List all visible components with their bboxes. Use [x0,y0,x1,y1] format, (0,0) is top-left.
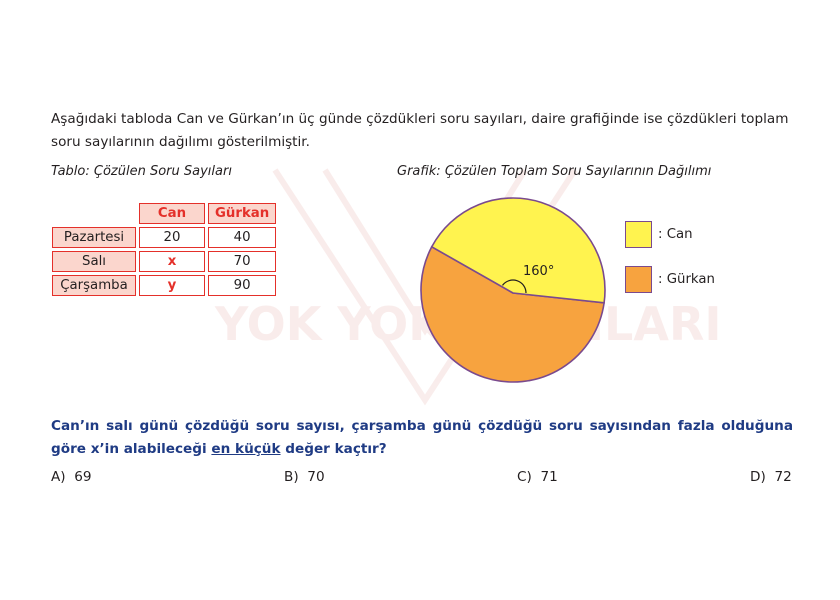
choice-c[interactable] [517,469,558,485]
choice-letter: D) [750,469,766,485]
cell-gurkan-wednesday: 90 [208,275,276,296]
question-part1: Can’ın salı günü çözdüğü soru sayısı, çarşamba günü çözdüğü soru sayısından fazla olduğuna göre x’in alabileceği [51,418,793,457]
question-text [51,415,793,461]
choice-letter: C) [517,469,532,485]
table-corner [52,203,136,224]
cell-can-wednesday: y [139,275,205,296]
legend-label-gurkan: : Gürkan [658,272,715,287]
table-caption: Tablo: Çözülen Soru Sayıları [51,164,232,179]
legend-swatch-can [625,221,652,248]
intro-text: Aşağıdaki tabloda Can ve Gürkan’ın üç günde çözdükleri soru sayıları, daire grafiğinde ise çözdükleri toplam soru sayılarının dağılımı gösterilmiştir. [51,111,789,150]
choice-b[interactable] [284,469,325,485]
cell-gurkan-monday: 40 [208,227,276,248]
choice-value: 69 [74,469,92,485]
legend-swatch-gurkan [625,266,652,293]
row-label-wednesday: Çarşamba [52,275,136,296]
row-label-tuesday: Salı [52,251,136,272]
table-row [52,275,276,296]
choice-letter: B) [284,469,299,485]
row-label-monday: Pazartesi [52,227,136,248]
header-can: Can [139,203,205,224]
question-count-table [49,200,279,299]
choice-d[interactable] [750,469,792,485]
choice-letter: A) [51,469,66,485]
table-row [52,227,276,248]
question-emphasis: en küçük [211,441,281,457]
cell-can-monday: 20 [139,227,205,248]
choice-value: 71 [540,469,558,485]
header-gurkan: Gürkan [208,203,276,224]
pie-chart [418,195,608,385]
choice-a[interactable] [51,469,92,485]
angle-label: 160° [523,264,555,279]
table-header-row [52,203,276,224]
choice-value: 72 [774,469,792,485]
cell-can-tuesday: x [139,251,205,272]
watermark-text-left: YOK YOK [215,297,444,351]
choice-value: 70 [307,469,325,485]
legend-gurkan [625,266,715,293]
table-row [52,251,276,272]
chart-caption: Grafik: Çözülen Toplam Soru Sayılarının Dağılımı [397,164,712,179]
legend-label-can: : Can [658,227,693,242]
legend-can [625,221,693,248]
question-part2: değer kaçtır? [280,441,387,457]
cell-gurkan-tuesday: 70 [208,251,276,272]
